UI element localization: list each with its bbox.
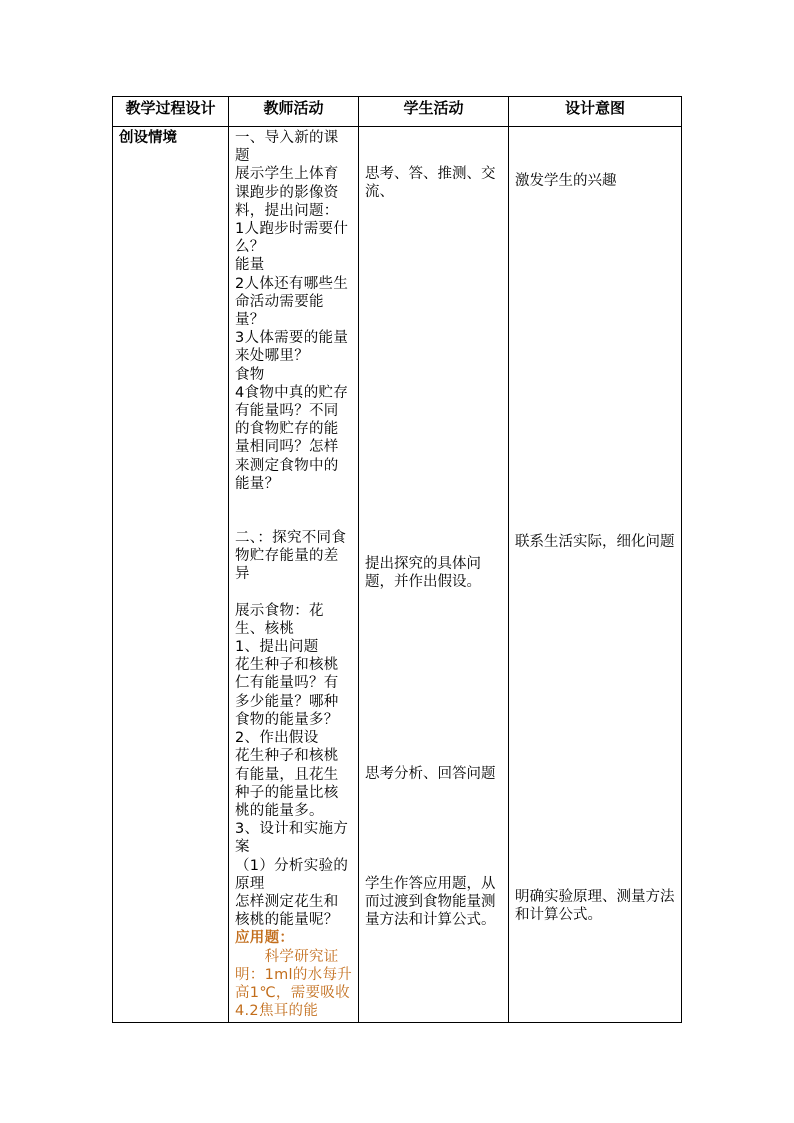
question-4: 4食物中真的贮存有能量吗？不同的食物贮存的能量相同吗？怎样来测定食物中的能量？ bbox=[235, 384, 349, 492]
student-activity-3: 思考分析、回答问题 bbox=[365, 766, 496, 782]
header-process: 教学过程设计 bbox=[113, 97, 229, 127]
show-food: 展示食物：花生、核桃 bbox=[235, 602, 324, 637]
design-intent-2: 联系生活实际，细化问题 bbox=[515, 534, 675, 550]
header-intent: 设计意图 bbox=[509, 97, 682, 127]
design-intent-cell bbox=[509, 127, 682, 1023]
question-1: 1人跑步时需要什么？ bbox=[235, 221, 349, 256]
student-activity-2: 提出探究的具体问题，并作出假设。 bbox=[365, 556, 481, 591]
question-3: 3人体需要的能量来处哪里？ bbox=[235, 330, 349, 365]
header-teacher: 教师活动 bbox=[229, 97, 359, 127]
stage-cell bbox=[113, 127, 229, 1023]
step-2-text: 花生种子和核桃有能量，且花生种子的能量比核桃的能量多。 bbox=[235, 748, 339, 819]
design-intent-3: 明确实验原理、测量方法和计算公式。 bbox=[515, 889, 675, 924]
section1-intro: 展示学生上体育课跑步的影像资料，提出问题： bbox=[235, 166, 339, 219]
lesson-plan-table bbox=[112, 96, 682, 1023]
design-intent-1: 激发学生的兴趣 bbox=[515, 173, 617, 189]
stage-label: 创设情境 bbox=[119, 130, 177, 146]
teacher-activity-cell bbox=[229, 127, 359, 1023]
step-1-text: 花生种子和核桃仁有能量吗？有多少能量？哪种食物的能量多？ bbox=[235, 657, 339, 728]
step-2: 2、作出假设 bbox=[235, 730, 319, 747]
step-3-1: （1）分析实验的原理 bbox=[235, 857, 349, 892]
question-2: 2人体还有哪些生命活动需要能量？ bbox=[235, 275, 349, 329]
section2-title: 二、：探究不同食物贮存能量的差异 bbox=[235, 530, 347, 583]
step-3-1-text: 怎样测定花生和核桃的能量呢？ bbox=[235, 893, 339, 929]
student-activity-1: 思考、答、推测、交流、 bbox=[365, 166, 496, 201]
table-row bbox=[113, 127, 682, 1023]
section1-title: 一、导入新的课题 bbox=[235, 130, 339, 165]
step-3: 3、设计和实施方案 bbox=[235, 821, 349, 856]
application-text: 科学研究证明：1ml的水每升高1℃，需要吸收4.2焦耳的能 bbox=[235, 948, 353, 1020]
answer-3: 食物 bbox=[235, 366, 265, 383]
header-student: 学生活动 bbox=[359, 97, 509, 127]
student-activity-cell bbox=[359, 127, 509, 1023]
step-1: 1、提出问题 bbox=[235, 639, 319, 656]
application-title: 应用题： bbox=[235, 930, 295, 947]
answer-1: 能量 bbox=[235, 257, 265, 274]
table-header-row bbox=[113, 97, 682, 127]
student-activity-4: 学生作答应用题，从而过渡到食物能量测量方法和计算公式。 bbox=[365, 876, 496, 929]
